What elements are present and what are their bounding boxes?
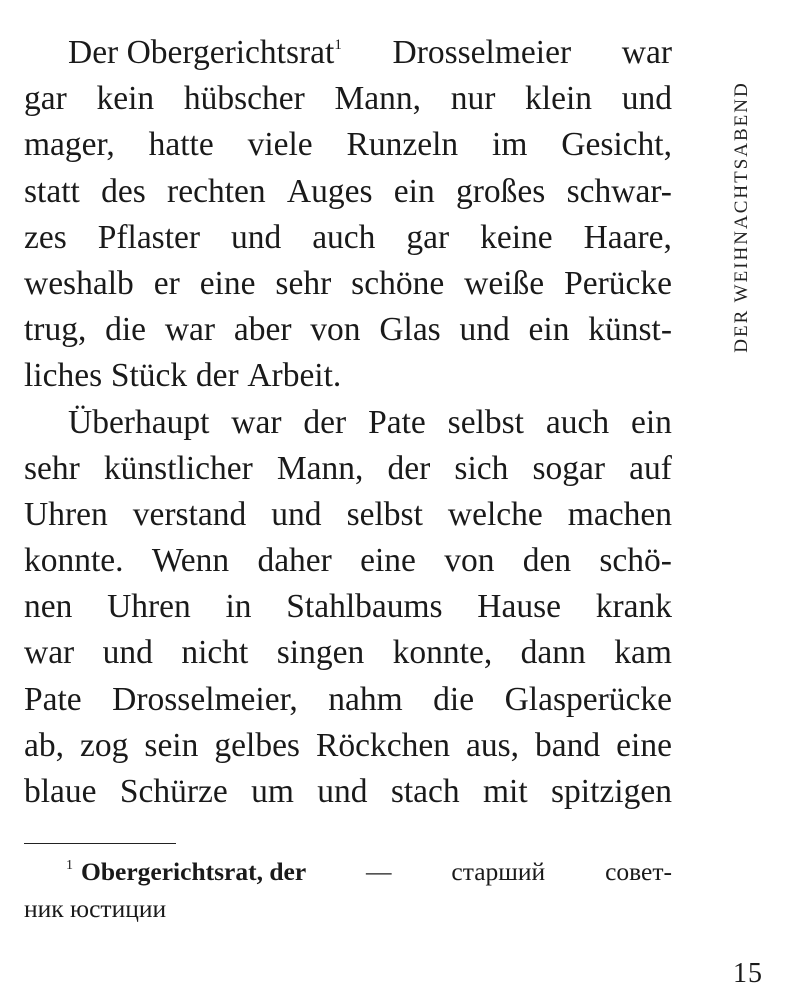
word: keine <box>480 218 553 256</box>
word: Obergerichtsrat <box>126 34 335 71</box>
word: des <box>101 172 146 210</box>
word: aber <box>233 311 292 349</box>
word: sogar <box>532 449 606 487</box>
footnote-line <box>24 853 672 890</box>
footnote-continuation: ник юстиции <box>24 894 167 923</box>
word: nur <box>450 80 496 118</box>
word: von <box>310 311 361 349</box>
word: in <box>225 588 252 626</box>
word: weiße <box>464 264 545 302</box>
word: im <box>492 126 528 164</box>
word: aus, <box>465 726 519 764</box>
word: schöne <box>351 264 445 302</box>
word: kam <box>614 634 672 672</box>
word: konnte. <box>24 542 124 580</box>
text-line <box>24 677 672 723</box>
word: Uhren <box>107 588 191 626</box>
word: sein <box>144 726 199 764</box>
word: die <box>433 680 475 718</box>
word: der <box>195 357 239 395</box>
word: dann <box>520 634 586 672</box>
word: auch <box>312 218 376 256</box>
word: gar <box>406 218 450 256</box>
word: nahm <box>328 680 403 718</box>
word: eine <box>616 726 672 764</box>
word: der <box>387 449 431 487</box>
running-header-text: DER WEIHNACHTSABEND <box>731 81 752 353</box>
footnote <box>24 853 672 927</box>
word: sich <box>454 449 509 487</box>
word: mit <box>483 773 528 810</box>
word: der <box>303 403 347 441</box>
word: war <box>164 311 216 349</box>
word: hübscher <box>183 80 305 118</box>
word: trug, <box>24 311 87 349</box>
word: Gesicht, <box>561 126 672 164</box>
word: Arbeit. <box>247 357 342 395</box>
word: nen <box>24 588 73 626</box>
word: — <box>366 857 392 886</box>
word: künstlicher <box>103 449 253 487</box>
text-line <box>24 307 672 353</box>
word: auf <box>629 449 672 487</box>
word: von <box>444 542 495 580</box>
word: blaue <box>24 773 97 810</box>
word: eine <box>360 542 416 580</box>
word: Pate <box>24 680 82 718</box>
word: gelbes <box>214 726 300 764</box>
text-line <box>24 30 672 76</box>
text-line <box>24 538 672 584</box>
word: um <box>251 773 294 810</box>
word: und <box>102 634 153 672</box>
word: krank <box>595 588 672 626</box>
word: ein <box>393 172 435 210</box>
word: nicht <box>181 634 249 672</box>
word: weshalb <box>24 264 134 302</box>
word: großes <box>456 172 546 210</box>
word: sehr <box>24 449 80 487</box>
word: und <box>317 773 368 810</box>
text-line <box>24 261 672 307</box>
word: Wenn <box>151 542 230 580</box>
word: schwar- <box>566 172 672 210</box>
text-line <box>24 630 672 676</box>
word: Perücke <box>564 264 672 302</box>
word: zog <box>80 726 129 764</box>
word: zes <box>24 218 67 256</box>
word: Röckchen <box>316 726 450 764</box>
word: machen <box>567 495 672 533</box>
running-header <box>722 42 762 392</box>
footnote-divider <box>24 843 176 844</box>
word: band <box>535 726 601 764</box>
word: war <box>231 403 282 441</box>
word: die <box>105 311 147 349</box>
text-line <box>24 492 672 538</box>
word: rechten <box>167 172 266 210</box>
text-line <box>24 76 672 122</box>
word: ab, <box>24 726 64 764</box>
word: statt <box>24 172 80 210</box>
word: welche <box>447 495 543 533</box>
word: старший <box>451 857 546 886</box>
word: auch <box>545 403 610 441</box>
text-line <box>24 584 672 630</box>
text-line <box>24 446 672 492</box>
word: Der <box>68 34 119 71</box>
word: Uhren <box>24 495 108 533</box>
text-line <box>24 353 672 399</box>
word: Drosselmeier <box>392 34 572 71</box>
word: gar <box>24 80 67 118</box>
word: schö- <box>599 542 672 580</box>
word: sehr <box>275 264 332 302</box>
word: Mann, <box>276 449 364 487</box>
word: hatte <box>148 126 214 164</box>
text-line <box>24 122 672 168</box>
word: ein <box>631 403 672 441</box>
text-line <box>24 400 672 446</box>
body-text <box>24 30 672 815</box>
word: künst- <box>588 311 672 349</box>
word: war <box>24 634 75 672</box>
footnote-number: 1 <box>66 858 73 873</box>
word: und <box>621 80 672 118</box>
word: viele <box>247 126 313 164</box>
word: den <box>522 542 572 580</box>
word: Mann, <box>334 80 421 118</box>
word: Glasperücke <box>504 680 672 718</box>
word: Pflaster <box>97 218 201 256</box>
word: Drosselmeier, <box>112 680 298 718</box>
word: daher <box>257 542 332 580</box>
word: singen <box>276 634 365 672</box>
word: Auges <box>286 172 373 210</box>
word: Pate <box>368 403 426 441</box>
word: Glas <box>379 311 441 349</box>
word: selbst <box>346 495 423 533</box>
word: stach <box>390 773 460 810</box>
word: Schürze <box>119 773 228 810</box>
text-line <box>24 723 672 769</box>
word: er <box>153 264 180 302</box>
word: verstand <box>132 495 247 533</box>
text-line <box>24 169 672 215</box>
word: Stück <box>110 357 188 395</box>
word: Haare, <box>583 218 672 256</box>
word: eine <box>199 264 256 302</box>
word: Stahlbaums <box>286 588 443 626</box>
word: liches <box>24 357 103 395</box>
word: selbst <box>447 403 524 441</box>
word: ein <box>528 311 570 349</box>
word: mager, <box>24 126 115 164</box>
page-number: 15 <box>733 958 763 989</box>
word: war <box>621 34 672 71</box>
word: und <box>459 311 510 349</box>
footnote-term: Obergerichtsrat, der <box>81 857 307 886</box>
word: Runzeln <box>346 126 459 164</box>
word: und <box>231 218 282 256</box>
word: spitzigen <box>551 773 672 810</box>
word: konnte, <box>392 634 493 672</box>
text-line <box>24 769 672 815</box>
footnote-line <box>24 890 672 927</box>
word: kein <box>96 80 155 118</box>
word: und <box>271 495 322 533</box>
word: Überhaupt <box>68 403 210 441</box>
text-line <box>24 215 672 261</box>
word: Hause <box>477 588 562 626</box>
word: совет- <box>605 857 672 886</box>
word: klein <box>525 80 593 118</box>
footnote-marker: 1 <box>334 36 342 53</box>
